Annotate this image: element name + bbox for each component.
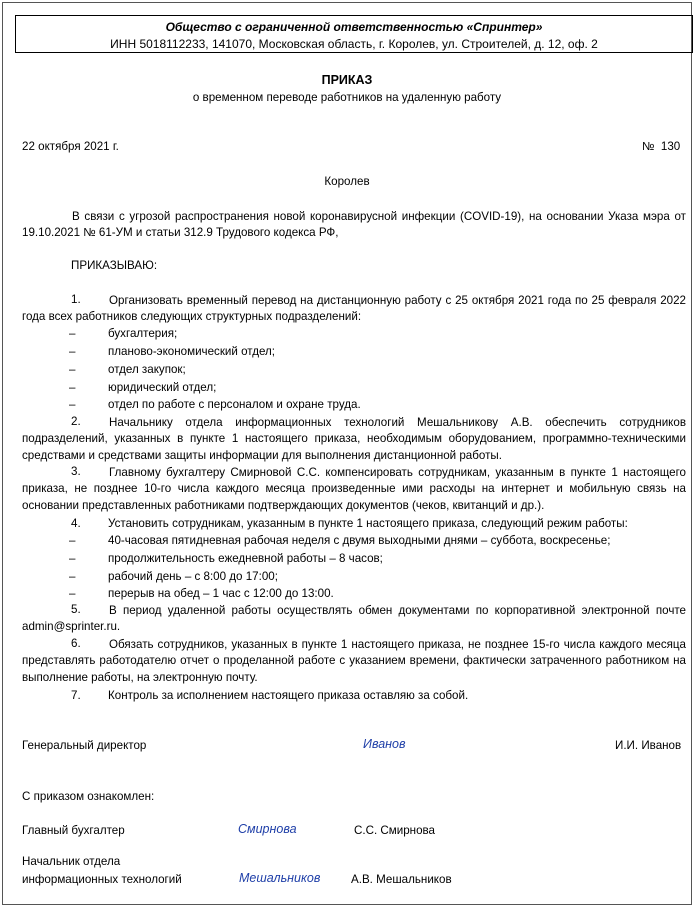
it-head-name: А.В. Мешальников	[351, 873, 452, 886]
list-dash: –	[69, 570, 76, 583]
acquainted-heading: С приказом ознакомлен:	[22, 790, 155, 803]
list-item: рабочий день – с 8:00 до 17:00;	[108, 570, 278, 583]
it-head-title-line1: Начальник отдела	[22, 855, 121, 868]
order-word: ПРИКАЗЫВАЮ:	[71, 259, 158, 272]
organization-header	[15, 15, 693, 53]
list-item: отдел закупок;	[108, 363, 186, 376]
list-item: юридический отдел;	[108, 381, 217, 394]
it-head-title-line2: информационных технологий	[22, 873, 182, 886]
organization-name: Общество с ограниченной ответственностью «Спринтер»	[165, 20, 543, 34]
item-5-number: 5.	[71, 603, 81, 616]
director-title: Генеральный директор	[22, 739, 147, 752]
order-city: Королев	[324, 175, 370, 188]
list-dash: –	[69, 534, 76, 547]
organization-details: ИНН 5018112233, 141070, Московская область, г. Королев, ул. Строителей, д. 12, оф. 2	[110, 37, 598, 51]
item-4-number: 4.	[71, 517, 81, 530]
document-page	[2, 2, 692, 905]
number-value: 130	[660, 140, 681, 153]
document-subtitle: о временном переводе работников на удаленную работу	[192, 91, 502, 104]
item-7-number: 7.	[71, 689, 81, 702]
preamble: В связи с угрозой распространения новой коронавирусной инфекции (COVID-19), на основании Указа мэра от 19.10.2021 № 61-УМ и статьи 312.9 Трудового кодекса РФ,	[22, 210, 686, 240]
list-dash: –	[69, 363, 76, 376]
document-title: ПРИКАЗ	[321, 73, 373, 87]
it-head-signature: Мешальников	[239, 871, 321, 885]
item-2-number: 2.	[71, 415, 81, 428]
item-5-text: В период удаленной работы осуществлять обмен документами по корпоративной электронной почте admin@sprinter.ru.	[22, 604, 686, 634]
list-item: отдел по работе с персоналом и охране труда.	[108, 398, 361, 411]
list-item: планово-экономический отдел;	[108, 345, 276, 358]
number-sign: №	[642, 140, 655, 153]
list-item: 40-часовая пятидневная рабочая неделя с двумя выходными днями – суббота, воскресенье;	[108, 534, 611, 547]
item-3-number: 3.	[71, 465, 81, 478]
accountant-signature: Смирнова	[238, 822, 297, 836]
item-4-text: Установить сотрудникам, указанным в пункте 1 настоящего приказа, следующий режим работы:	[108, 517, 628, 530]
item-1-number: 1.	[71, 293, 81, 306]
director-signature: Иванов	[363, 737, 406, 751]
list-dash: –	[69, 587, 76, 600]
director-name: И.И. Иванов	[615, 739, 682, 752]
order-date: 22 октября 2021 г.	[22, 140, 119, 153]
list-item: перерыв на обед – 1 час с 12:00 до 13:00.	[108, 587, 334, 600]
item-7-text: Контроль за исполнением настоящего приказа оставляю за собой.	[108, 689, 469, 702]
accountant-title: Главный бухгалтер	[22, 824, 125, 837]
list-dash: –	[69, 398, 76, 411]
list-item: бухгалтерия;	[108, 327, 178, 340]
item-3-text: Главному бухгалтеру Смирновой С.С. компенсировать сотрудникам, указанным в пункте 1 настоящего приказа, не позднее 10-го числа каждого месяца произведенные ими расходы на интернет и мобильную связь на основании представленных работниками подтверждающих документов (чеков, квитанций и др.).	[22, 466, 686, 512]
list-item: продолжительность ежедневной работы – 8 часов;	[108, 552, 383, 565]
accountant-name: С.С. Смирнова	[354, 824, 436, 837]
list-dash: –	[69, 552, 76, 565]
item-6-number: 6.	[71, 637, 81, 650]
list-dash: –	[69, 345, 76, 358]
list-dash: –	[69, 381, 76, 394]
item-6-text: Обязать сотрудников, указанных в пункте 1 настоящего приказа, не позднее 15-го числа каждого месяца представлять работодателю отчет о проделанной работе с указанием времени, фактически затраченного работником на выполнение работы, на электронную почту.	[22, 638, 686, 684]
item-1-text: Организовать временный перевод на дистанционную работу с 25 октября 2021 года по 25 февраля 2022 года всех работников следующих структурных подразделений:	[22, 294, 686, 324]
order-number	[642, 140, 680, 153]
item-2-text: Начальнику отдела информационных технологий Мешальникову А.В. обеспечить сотрудников подразделений, указанных в пункте 1 настоящего приказа, необходимым оборудованием, программно-техническими средствами и средствами защиты информации для выполнения дистанционной работы.	[22, 416, 686, 462]
list-dash: –	[69, 327, 76, 340]
